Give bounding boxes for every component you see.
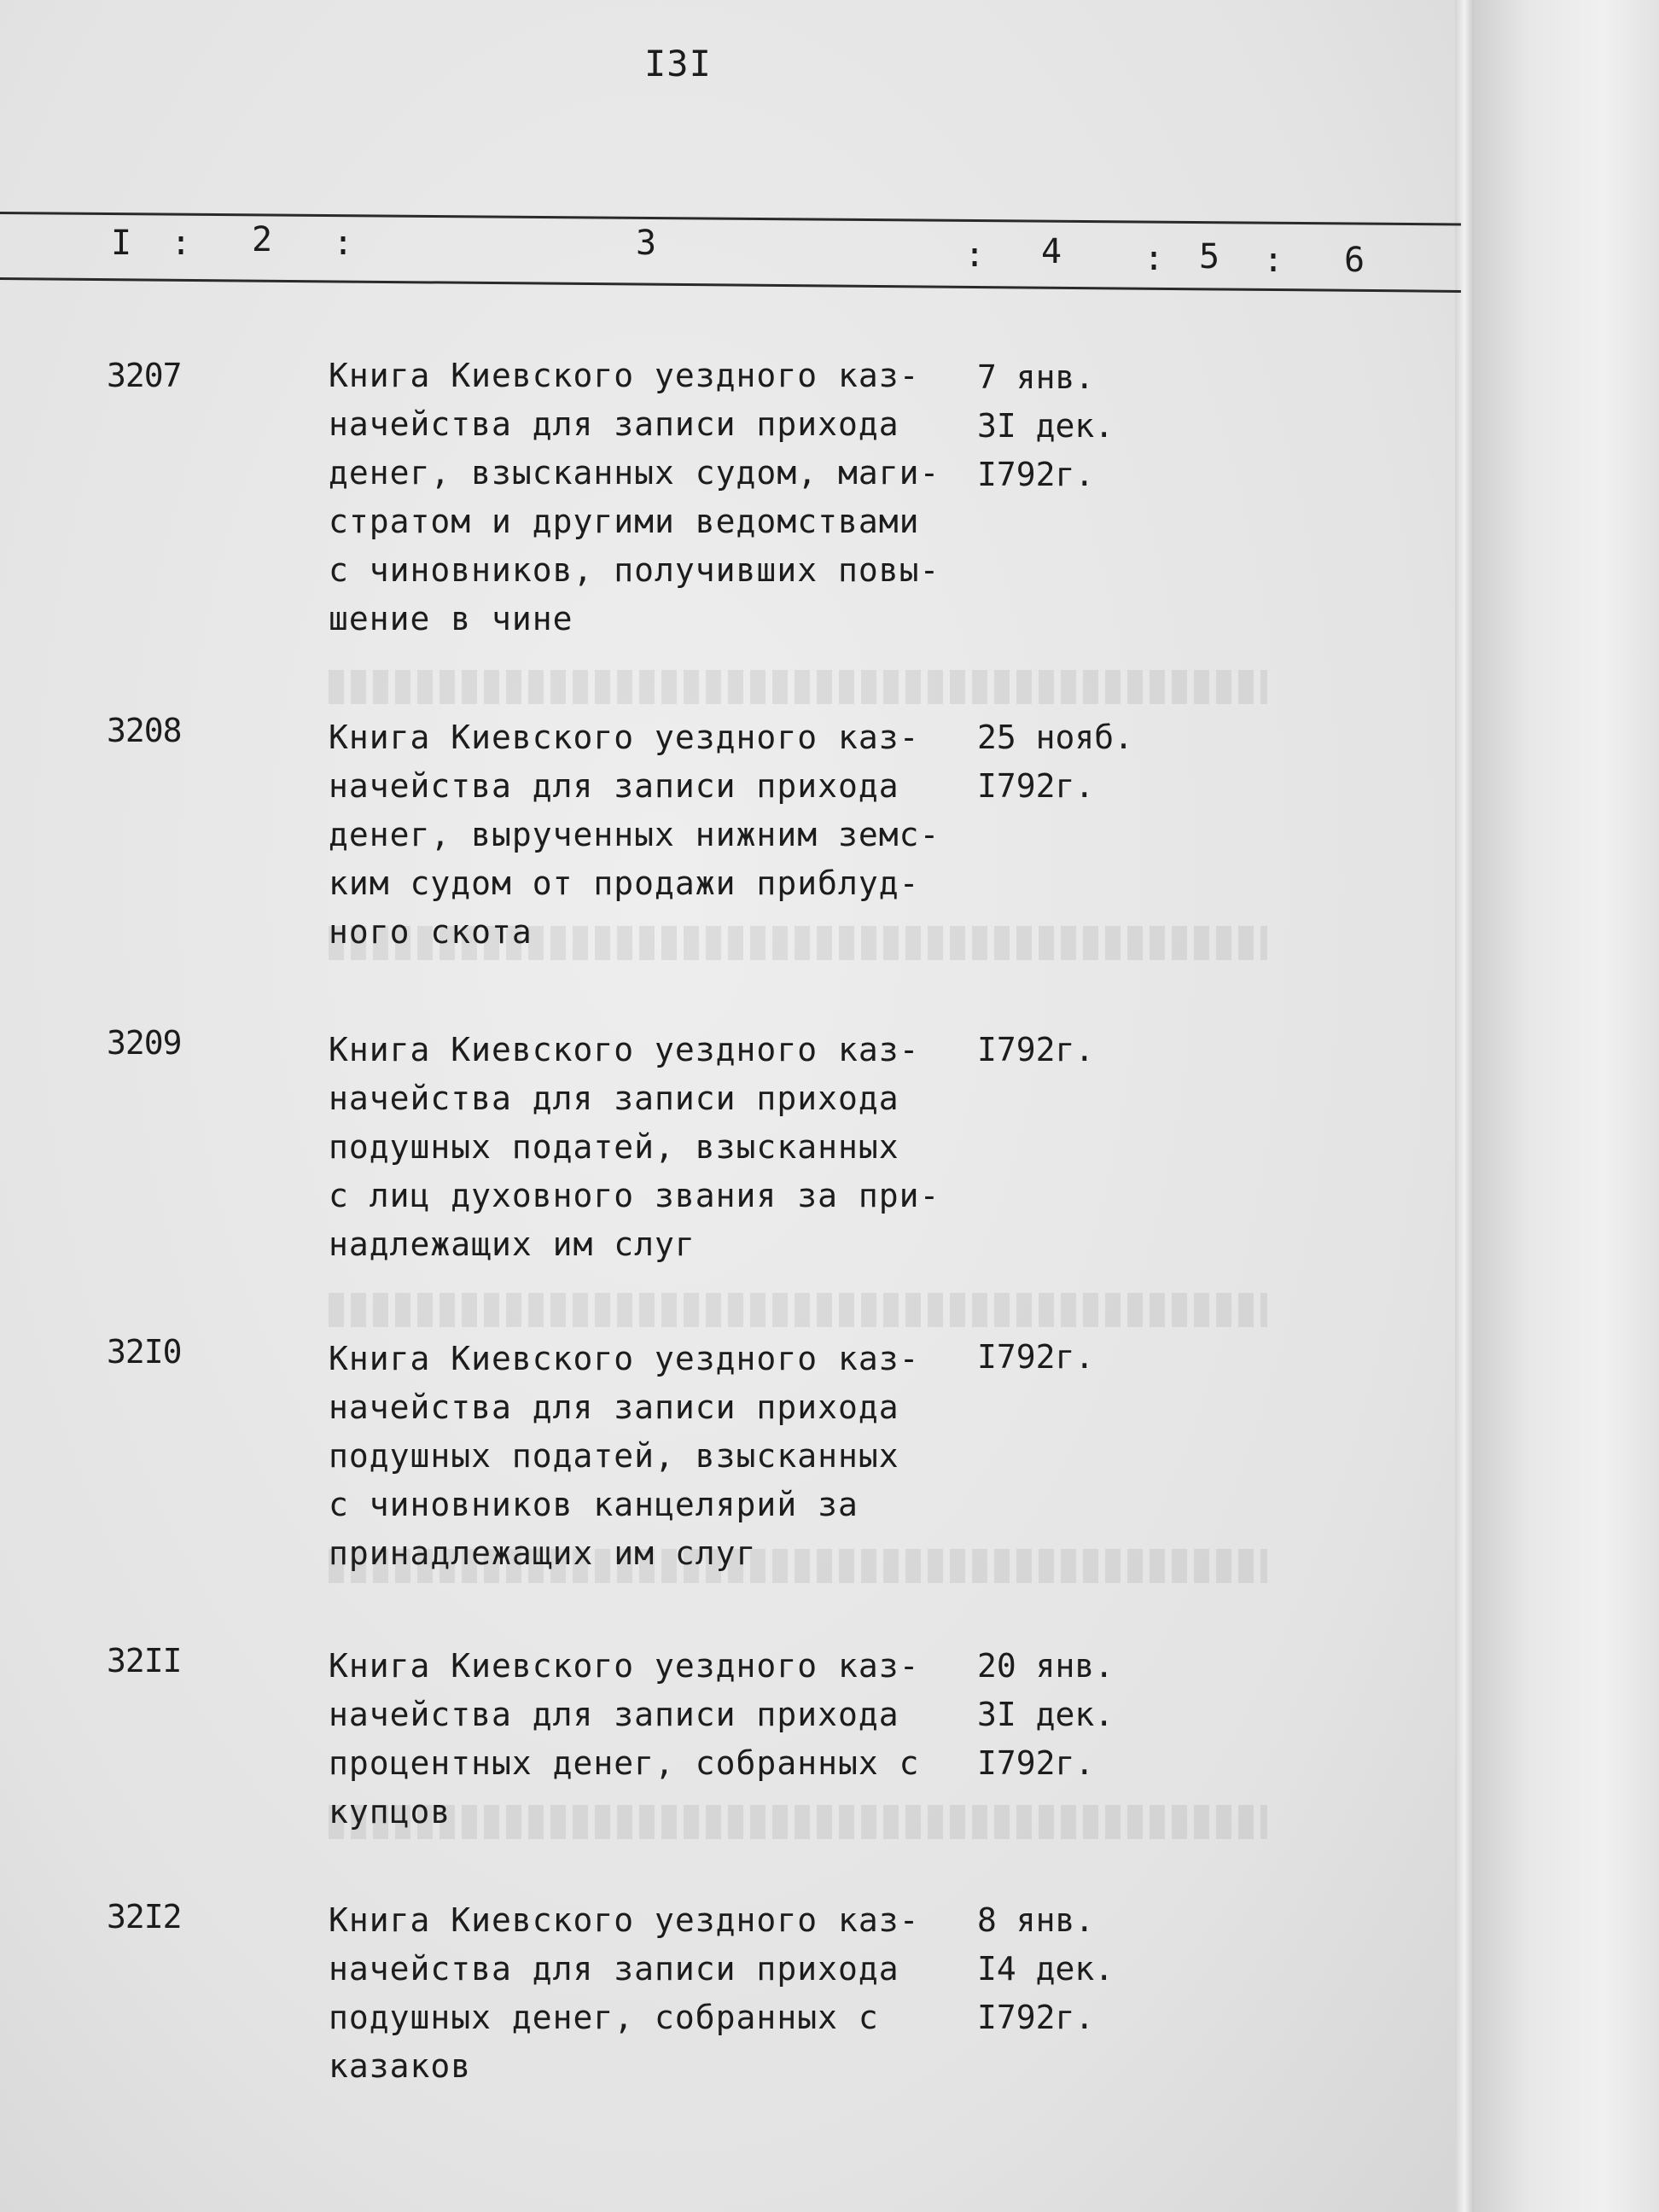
entry-description [329, 352, 943, 643]
entry-dates [977, 1642, 1173, 1788]
description-line: стратом и другими ведомствами [329, 503, 920, 540]
date-line: 3I дек. [977, 1696, 1115, 1733]
bleed-through-mark [329, 1293, 1267, 1327]
entry-description [329, 713, 943, 957]
entry-dates [977, 1026, 1173, 1074]
description-line: начейства для записи прихода [329, 1388, 899, 1426]
description-line: начейства для записи прихода [329, 1696, 899, 1733]
header-separator: : [1144, 239, 1165, 278]
date-line: I792г. [977, 456, 1095, 493]
description-line: Книга Киевского уездного каз- [329, 1647, 920, 1685]
date-line: I792г. [977, 1338, 1095, 1376]
entry-description [329, 1026, 943, 1269]
date-line: 3I дек. [977, 407, 1115, 445]
header-separator: : [171, 224, 192, 263]
description-line: Книга Киевского уездного каз- [329, 719, 920, 756]
entry-description [329, 1335, 943, 1578]
date-line: 25 нояб. [977, 719, 1134, 756]
date-line: 8 янв. [977, 1901, 1095, 1939]
header-col-2: 2 [252, 220, 273, 259]
description-line: начейства для записи прихода [329, 767, 899, 805]
entry-description [329, 1896, 943, 2091]
date-line: I792г. [977, 1031, 1095, 1068]
description-line: Книга Киевского уездного каз- [329, 357, 920, 394]
description-line: подушных денег, собранных с [329, 1999, 879, 2036]
date-line: I792г. [977, 1744, 1095, 1782]
description-line: Книга Киевского уездного каз- [329, 1031, 920, 1068]
description-line: подушных податей, взысканных [329, 1128, 899, 1166]
description-line: купцов [329, 1793, 451, 1831]
description-line: начейства для записи прихода [329, 1950, 899, 1988]
description-line: денег, вырученных нижним земс- [329, 816, 940, 853]
entry-number: 3207 [107, 357, 182, 394]
underlying-sheet [1474, 0, 1659, 2212]
page-number: I3I [644, 43, 712, 84]
header-separator: : [333, 224, 354, 263]
description-line: процентных денег, собранных с [329, 1744, 920, 1782]
date-line: I792г. [977, 767, 1095, 805]
header-separator: : [964, 236, 986, 275]
description-line: с чиновников, получивших повы- [329, 551, 940, 589]
description-line: шение в чине [329, 600, 573, 637]
description-line: Книга Киевского уездного каз- [329, 1340, 920, 1377]
header-col-5: 5 [1199, 237, 1220, 276]
description-line: надлежащих им слуг [329, 1225, 696, 1263]
date-line: I792г. [977, 1999, 1095, 2036]
page-edge [1455, 0, 1474, 2212]
header-col-1: I [111, 224, 132, 263]
description-line: подушных податей, взысканных [329, 1437, 899, 1475]
description-line: принадлежащих им слуг [329, 1534, 757, 1572]
description-line: ного скота [329, 913, 533, 951]
entry-dates [977, 1896, 1173, 2042]
description-line: Книга Киевского уездного каз- [329, 1901, 920, 1939]
header-col-6: 6 [1344, 241, 1365, 280]
date-line: 7 янв. [977, 358, 1095, 396]
description-line: с лиц духовного звания за при- [329, 1177, 940, 1214]
entry-number: 32I0 [107, 1333, 182, 1371]
entry-description [329, 1642, 943, 1837]
entry-dates [977, 353, 1173, 499]
date-line: I4 дек. [977, 1950, 1115, 1988]
description-line: начейства для записи прихода [329, 1080, 899, 1117]
description-line: начейства для записи прихода [329, 405, 899, 443]
header-col-3: 3 [636, 224, 657, 263]
date-line: 20 янв. [977, 1647, 1115, 1685]
description-line: ким судом от продажи приблуд- [329, 864, 920, 902]
entry-dates [977, 1333, 1173, 1382]
header-col-4: 4 [1041, 232, 1062, 271]
entry-number: 32II [107, 1642, 182, 1679]
entry-dates [977, 713, 1173, 811]
bleed-through-mark [329, 670, 1267, 704]
entry-number: 32I2 [107, 1898, 182, 1936]
description-line: с чиновников канцелярий за [329, 1486, 859, 1523]
description-line: денег, взысканных судом, маги- [329, 454, 940, 492]
entry-number: 3208 [107, 712, 182, 749]
header-separator: : [1263, 241, 1284, 280]
entry-number: 3209 [107, 1024, 182, 1062]
description-line: казаков [329, 2047, 472, 2085]
